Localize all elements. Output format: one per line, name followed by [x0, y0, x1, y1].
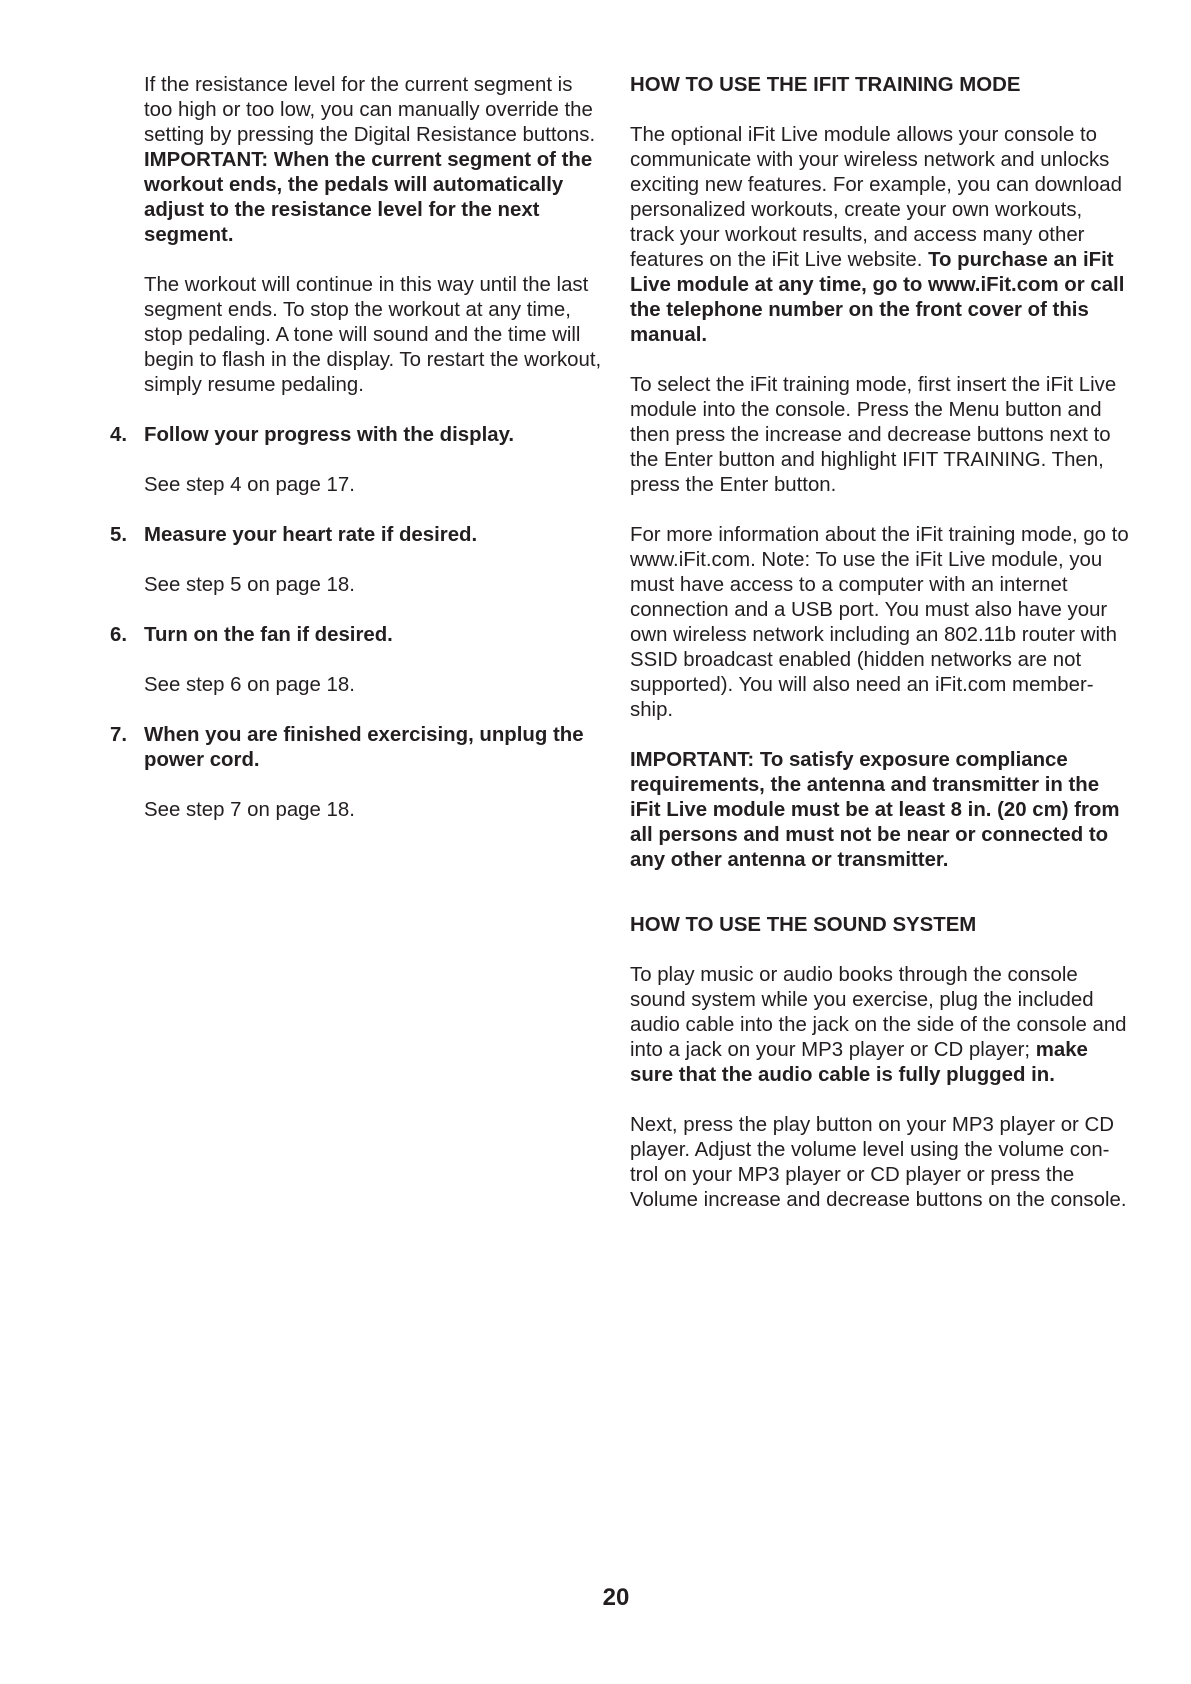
step-number: 7. [110, 724, 128, 746]
page-number: 20 [602, 1584, 630, 1611]
ifit-heading: HOW TO USE THE IFIT TRAINING MODE [630, 74, 1021, 96]
step-5 [110, 523, 606, 598]
resistance-text: If the resistance level for the current segment is too high or too low, you can manually override the setting by pressing the Digital Resistance buttons. [144, 74, 596, 146]
ifit-select-paragraph: To select the iFit training mode, first insert the iFit Live module into the console. Press the Menu button and then press the increase and decrease buttons next to the Enter button and highlight IFIT TRAINING. Then, press the Enter button. [630, 374, 1117, 496]
ifit-purchase-text: To purchase an iFit Live module at any time, go to www.iFit.com or call the telephone number on the front cover of this manual. [630, 249, 1125, 346]
ifit-intro-text: The optional iFit Live module allows your console to communicate with your wireless network and unlocks exciting new features. For example, you can download personalized workouts, create your own workouts, track your workout results, and access many other features on the iFit Live website. [630, 124, 1122, 271]
step-number: 4. [110, 424, 128, 446]
sound-volume-paragraph: Next, press the play button on your MP3 player or CD player. Adjust the volume level using the volume con-trol on your MP3 player or CD player or press the Volume increase and decrease buttons on the console. [630, 1114, 1127, 1211]
ifit-info-paragraph: For more information about the iFit training mode, go to www.iFit.com. Note: To use the iFit Live module, you must have access to a computer with an internet connection and a USB port. You must also have your own wireless network including an 802.11b router with SSID broadcast enabled (hidden networks are not supported). You will also need an iFit.com member-ship. [630, 524, 1129, 721]
step-6 [110, 623, 606, 698]
step-number: 5. [110, 524, 128, 546]
step-body: See step 5 on page 18. [144, 574, 355, 596]
right-column [630, 73, 1130, 1213]
step-7 [110, 723, 606, 823]
step-title: When you are finished exercising, unplug the power cord. [144, 724, 584, 771]
step-title: Measure your heart rate if desired. [144, 524, 478, 546]
step-4 [110, 423, 606, 498]
step-body: See step 4 on page 17. [144, 474, 355, 496]
ifit-important-paragraph: IMPORTANT: To satisfy exposure compliance requirements, the antenna and transmitter in the iFit Live module must be at least 8 in. (20 cm) from all persons and must not be near or connected to any other antenna or transmitter. [630, 749, 1120, 871]
step-title: Follow your progress with the display. [144, 424, 515, 446]
sound-heading: HOW TO USE THE SOUND SYSTEM [630, 914, 977, 936]
resistance-paragraph [144, 73, 606, 248]
sound-intro-paragraph [630, 963, 1130, 1088]
workout-continue-paragraph: The workout will continue in this way until the last segment ends. To stop the workout at any time, stop pedaling. A tone will sound and the time will begin to flash in the display. To restart the workout, simply resume pedaling. [144, 274, 602, 396]
ifit-intro-paragraph [630, 123, 1130, 348]
sound-intro-text: To play music or audio books through the console sound system while you exercise, plug the included audio cable into the jack on the side of the console and into a jack on your MP3 player or CD player; [630, 964, 1127, 1061]
step-body: See step 6 on page 18. [144, 674, 355, 696]
resistance-important: IMPORTANT: When the current segment of the workout ends, the pedals will automatically adjust to the resistance level for the next segment. [144, 149, 593, 246]
left-column [110, 73, 606, 848]
step-number: 6. [110, 624, 128, 646]
step-title: Turn on the fan if desired. [144, 624, 393, 646]
sound-plug-text: make sure that the audio cable is fully plugged in. [630, 1039, 1088, 1086]
step-body: See step 7 on page 18. [144, 799, 355, 821]
